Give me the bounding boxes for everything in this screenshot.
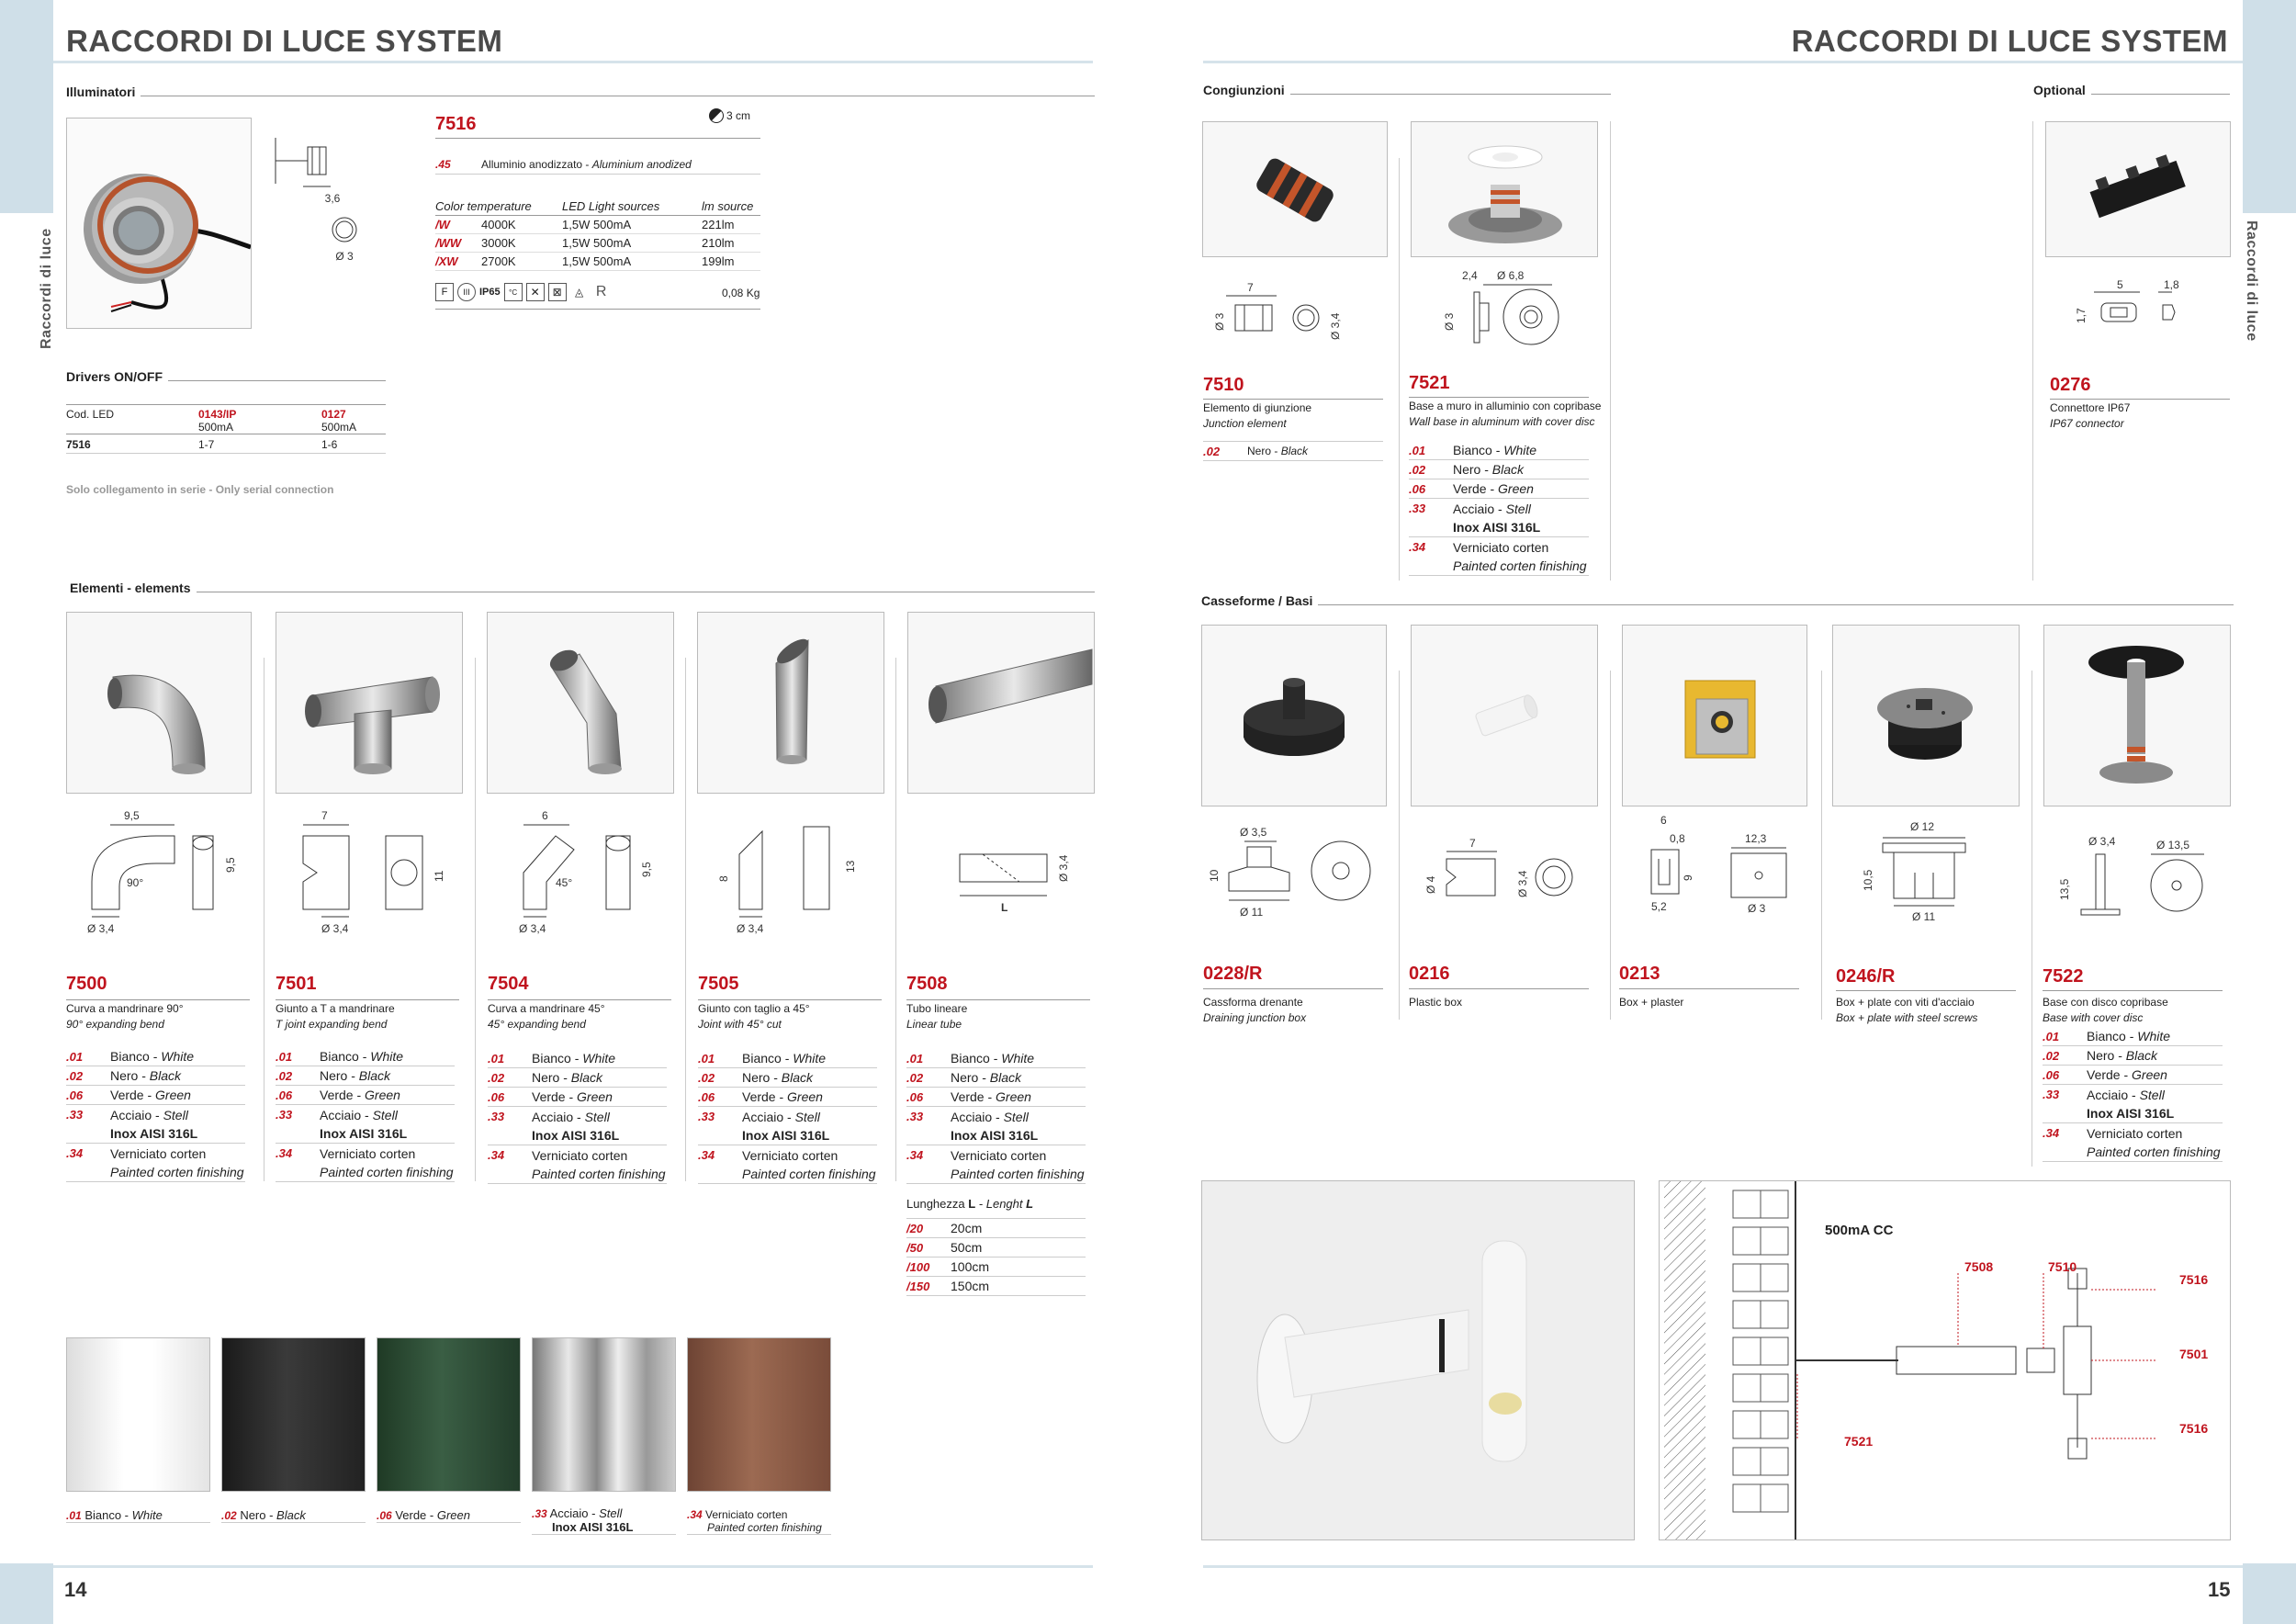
desc-7522: Base con disco copribase Base with cover disc [2043,996,2168,1024]
finish-row: Painted corten finishing [698,1165,877,1184]
product-image-7500 [66,612,252,794]
svg-text:13,5: 13,5 [2058,878,2071,900]
spec-row: /W 4000K 1,5W 500mA 221lm [435,216,760,234]
fixture-photo-icon [1202,1181,1635,1540]
finish-row: Inox AISI 316L [66,1124,245,1144]
section-casseforme: Casseforme / Basi [1201,593,2234,608]
svg-text:Ø 3,4: Ø 3,4 [1329,312,1342,340]
rule-0228R [1203,988,1383,989]
swatch-green [377,1337,521,1492]
finish-row: Painted corten finishing [66,1163,245,1182]
svg-text:10: 10 [1208,869,1221,882]
page-number-right: 15 [2208,1578,2231,1601]
finish-row: .01 Bianco - White [698,1049,877,1068]
svg-text:Ø 3: Ø 3 [1443,312,1456,331]
finish-row: Painted corten finishing [2043,1143,2223,1162]
section-congiunzioni: Congiunzioni [1203,83,1611,97]
code-7510: 7510 [1203,375,1244,395]
finish-row: Inox AISI 316L [698,1126,877,1145]
svg-text:Ø 3: Ø 3 [1213,312,1226,331]
left-footer-rule [53,1565,1093,1568]
svg-text:9: 9 [1682,874,1694,881]
finish-row: .33 Acciaio - Stell [1409,501,1531,516]
svg-text:11: 11 [433,870,445,882]
section-optional: Optional [2033,83,2230,97]
product-image-7510 [1202,121,1388,257]
rule-7521 [1409,397,1589,398]
svg-text:6: 6 [1660,814,1667,827]
rule-7516-bottom [435,309,760,310]
svg-text:Ø 3: Ø 3 [1748,902,1766,915]
finish-row: .06 Verde - Green [488,1088,667,1107]
product-image-0246R [1832,625,2020,806]
left-side-label: Raccordi di luce [39,228,54,349]
finish-row: .06 Verde - Green [2043,1066,2223,1085]
finish-row: .02 Nero - Black [1409,460,1589,479]
desc-0216: Plastic box [1409,996,1463,1009]
swatch-label-green: .06 Verde - Green [377,1508,521,1523]
finish-row: Inox AISI 316L [906,1126,1086,1145]
svg-text:1,7: 1,7 [2075,308,2088,323]
svg-text:Ø 3,4: Ø 3,4 [737,922,764,935]
svg-text:Ø 3,4: Ø 3,4 [1516,870,1529,897]
finish-row: .34 Verniciato corten [698,1147,838,1163]
spec-row: /WW 3000K 1,5W 500mA 210lm [435,234,760,253]
svg-text:5,2: 5,2 [1651,900,1667,913]
finish-row: Painted corten finishing [488,1165,667,1184]
col-sep [1399,671,1400,1020]
right-side-label: Raccordi di luce [2244,220,2259,342]
drawing-7501 [285,808,459,937]
finish-row: .02 Nero - Black [66,1066,245,1086]
finish-row: .34 Verniciato corten [1409,539,1549,555]
drawing-7522 [2048,827,2232,928]
svg-text:Ø 11: Ø 11 [1912,910,1936,923]
swatch-white [66,1337,210,1492]
length-row: /150 150cm [906,1277,1086,1296]
product-image-7505 [697,612,884,794]
drawing-7516 [266,133,386,271]
swatch-label-black: .02 Nero - Black [221,1508,366,1523]
finish-row: .02 Nero - Black [2043,1046,2223,1066]
desc-0246R: Box + plate con viti d'acciaio Box + plate with steel screws [1836,996,1978,1024]
svg-text:9,5: 9,5 [640,862,653,877]
col-sep [1610,671,1611,1020]
code-7501: 7501 [276,974,317,994]
finish-row: .02 Nero - Black [276,1066,455,1086]
col-sep [1399,158,1400,581]
left-corner-tab [0,0,53,213]
finish-row: Painted corten finishing [906,1165,1086,1184]
dim-7516-b: Ø 3 [335,250,354,263]
ip67-connector-icon [2046,122,2231,257]
svg-text:6: 6 [542,809,548,822]
left-footer-tab [0,1563,53,1624]
desc-7508: Tubo lineare Linear tube [906,1002,968,1031]
drawing-0216 [1414,831,1598,914]
drivers-table: Cod. LED 0143/IP 500mA 0127 500mA 7516 1-7 1-6 [66,404,386,454]
drawing-0246R [1846,818,2020,937]
svg-text:5: 5 [2117,278,2123,291]
svg-text:L: L [1001,901,1008,914]
product-image-7501 [276,612,463,794]
desc-7500: Curva a mandrinare 90° 90° expanding bend [66,1002,184,1031]
swatch-label-white: .01 Bianco - White [66,1508,210,1523]
plaster-box-icon [1623,626,1807,806]
led-spot-icon [67,118,252,329]
length-row: /20 20cm [906,1219,1086,1238]
col-sep [2032,121,2033,581]
weight-7516: 0,08 Kg [722,287,760,299]
t-joint-icon [276,613,463,794]
finish-row: .06 Verde - Green [276,1086,455,1105]
product-image-7504 [487,612,674,794]
svg-text:90°: 90° [127,876,144,889]
code-0246R: 0246/R [1836,966,1896,987]
drawing-0276 [2066,276,2232,340]
svg-text:Ø 3,4: Ø 3,4 [519,922,546,935]
beam-icon [709,108,724,123]
cut-45-joint-icon [698,613,884,794]
diagram-7516-top: 7516 [2179,1272,2209,1287]
wiring-diagram [1660,1181,2231,1540]
finish-row: .33 Acciaio - Stell [66,1107,188,1122]
finish-row: .34 Verniciato corten [906,1147,1047,1163]
product-image-0276 [2045,121,2231,257]
finish-row: Painted corten finishing [276,1163,455,1182]
spec-table-7516: Color temperature LED Light sources lm source /W 4000K 1,5W 500mA 221lm /WW 3000K 1,5W 500mA 210lm /XW 2700K 1,5W 500mA 199lm [435,199,760,271]
no-cover-icon: ✕ [526,283,545,301]
beam-badge: 3 cm [709,108,750,123]
diagram-7521: 7521 [1844,1434,1874,1449]
svg-text:9,5: 9,5 [124,809,140,822]
rule-0276 [2050,399,2230,400]
finish-row: .34 Verniciato corten [488,1147,628,1163]
right-page-title: RACCORDI DI LUCE SYSTEM [1791,24,2228,58]
finish-row: .34 Verniciato corten [66,1145,207,1161]
swatch-black [221,1337,366,1492]
linear-tube-icon [908,613,1095,794]
swatch-label-steel: .33 Acciaio - Stell Inox AISI 316L [532,1506,676,1535]
dim-7516-a: 3,6 [324,192,341,205]
rg-icon: ◬ [575,286,584,299]
col-sep [1821,671,1822,1020]
drawing-7521 [1433,266,1598,358]
diagram-7508: 7508 [1964,1259,1994,1274]
finish-list-7505 [698,1049,877,1184]
svg-text:8: 8 [717,875,730,882]
plastic-box-icon [1412,626,1598,806]
box-plate-icon [1833,626,2020,806]
diagram-7501: 7501 [2179,1347,2209,1361]
drawing-7508 [918,827,1093,928]
product-image-7516 [66,118,252,329]
svg-text:Ø 3,4: Ø 3,4 [2088,835,2116,848]
svg-text:Ø 6,8: Ø 6,8 [1497,269,1525,282]
finish-list-7508 [906,1049,1086,1184]
desc-0228R: Cassforma drenante Draining junction box [1203,996,1307,1024]
swatch-corten [687,1337,831,1492]
spec-row: /XW 2700K 1,5W 500mA 199lm [435,253,760,271]
rule-0213 [1619,988,1799,989]
left-title-rule [53,61,1093,63]
elbow-90-icon [67,613,252,794]
rule-7522 [2043,990,2223,991]
finish-row: .06 Verde - Green [906,1088,1086,1107]
svg-text:10,5: 10,5 [1862,869,1874,891]
f-mark-icon: F [435,283,454,301]
finish-row: .01 Bianco - White [488,1049,667,1068]
svg-text:Ø 3,4: Ø 3,4 [1057,854,1070,882]
rule-7505 [698,999,882,1000]
desc-7510: Elemento di giunzione Junction element [1203,401,1312,430]
finish-row: .02 Nero - Black [488,1068,667,1088]
code-7505: 7505 [698,974,739,994]
finish-row: .33 Acciaio - Stell [488,1109,610,1124]
svg-text:Ø 12: Ø 12 [1910,820,1935,833]
rule-7504 [488,999,671,1000]
finish-row: Inox AISI 316L [2043,1104,2223,1123]
drawing-7504 [496,808,670,937]
svg-text:0,8: 0,8 [1670,832,1685,845]
finish-row: .06 Verde - Green [698,1088,877,1107]
junction-element-icon [1203,122,1388,257]
recycle-icon: ⊠ [548,283,567,301]
code-7516: 7516 [435,114,477,134]
finish-row: .01 Bianco - White [2043,1027,2223,1046]
product-image-0216 [1411,625,1598,806]
drawing-7505 [707,808,882,937]
swatch-label-corten: .34 Verniciato corten Painted corten finishing [687,1508,831,1535]
svg-text:7: 7 [321,809,328,822]
svg-text:7: 7 [1469,837,1476,850]
drawing-0213 [1626,813,1809,923]
code-7521: 7521 [1409,373,1450,393]
finish-row: .06 Verde - Green [66,1086,245,1105]
finish-list-7522 [2043,1027,2223,1162]
product-image-7508 [907,612,1095,794]
right-footer-tab [2243,1563,2296,1624]
product-image-0213 [1622,625,1807,806]
finish-row: .02 Nero - Black [906,1068,1086,1088]
code-7504: 7504 [488,974,529,994]
svg-text:2,4: 2,4 [1462,269,1478,282]
finish-list-7510 [1203,441,1383,461]
rule-7501 [276,999,459,1000]
length-list [906,1218,1086,1296]
finish-row: .01 Bianco - White [276,1047,455,1066]
rule-7516 [435,138,760,139]
r-mark-icon: R [595,284,607,299]
certification-icons [435,283,611,301]
power-label: 500mA CC [1825,1223,1894,1238]
product-image-7521 [1411,121,1598,257]
diagram-7510: 7510 [2048,1259,2077,1274]
length-label: Lunghezza L - Lenght L [906,1197,1034,1211]
finish-list-7501 [276,1047,455,1182]
finish-row: .33 Acciaio - Stell [698,1109,820,1124]
diagram-7516-bottom: 7516 [2179,1421,2209,1436]
finish-row: .02 Nero - Black [1203,442,1383,461]
rule-0246R [1836,990,2016,991]
wall-base-icon [1412,122,1598,257]
desc-7501: Giunto a T a mandrinare T joint expanding bend [276,1002,395,1031]
finish-row: .01 Bianco - White [906,1049,1086,1068]
right-title-rule [1203,61,2243,63]
col-sep [895,658,896,1181]
base-disc-icon [2044,626,2231,806]
svg-text:1,8: 1,8 [2164,278,2179,291]
temp-icon: °C [504,283,523,301]
draining-box-icon [1202,626,1387,806]
class-icon: III [457,283,476,301]
col-sep [1610,121,1611,581]
rule-7508 [906,999,1090,1000]
section-elementi: Elementi - elements [70,581,1095,595]
finish-row: .34 Verniciato corten [276,1145,416,1161]
finish-row: Inox AISI 316L [276,1124,455,1144]
finish-row: .33 Acciaio - Stell [2043,1087,2165,1102]
elbow-45-icon [488,613,674,794]
svg-text:13: 13 [844,860,857,873]
code-7522: 7522 [2043,966,2084,987]
rule-7510 [1203,399,1383,400]
product-image-0228R [1201,625,1387,806]
page-number-left: 14 [64,1578,87,1601]
svg-text:Ø 3,4: Ø 3,4 [321,922,349,935]
finish-row: .06 Verde - Green [1409,479,1589,499]
rule-7500 [66,999,250,1000]
code-7508: 7508 [906,974,948,994]
svg-text:Ø 11: Ø 11 [1240,906,1264,919]
code-0216: 0216 [1409,964,1450,984]
finish-7516: .45 Alluminio anodizzato - Aluminium anodized [435,158,760,175]
code-0213: 0213 [1619,964,1660,984]
svg-text:45°: 45° [556,876,573,889]
svg-text:7: 7 [1247,281,1254,294]
finish-row: Inox AISI 316L [488,1126,667,1145]
code-0276: 0276 [2050,375,2091,395]
left-page-title: RACCORDI DI LUCE SYSTEM [66,24,503,58]
col-sep [685,658,686,1181]
section-drivers: Drivers ON/OFF [66,369,386,384]
desc-7521: Base a muro in alluminio con copribase Wall base in aluminum with cover disc [1409,400,1602,428]
finish-list-7504 [488,1049,667,1184]
code-0228R: 0228/R [1203,964,1263,984]
rule-0216 [1409,988,1589,989]
drawing-7510 [1203,276,1387,349]
drawing-0228R [1203,818,1387,937]
drivers-note: Solo collegamento in serie - Only serial connection [66,483,334,496]
svg-text:Ø 3,4: Ø 3,4 [87,922,115,935]
code-7500: 7500 [66,974,107,994]
svg-text:Ø 3,5: Ø 3,5 [1240,826,1267,839]
svg-text:Ø 13,5: Ø 13,5 [2156,839,2190,851]
svg-text:12,3: 12,3 [1745,832,1767,845]
desc-7505: Giunto con taglio a 45° Joint with 45° cut [698,1002,810,1031]
finish-row: .01 Bianco - White [66,1047,245,1066]
length-row: /50 50cm [906,1238,1086,1257]
ip-rating: IP65 [479,287,501,298]
finish-list-7500 [66,1047,245,1182]
installation-diagram [1659,1180,2231,1540]
finish-row: Painted corten finishing [1409,557,1589,576]
finish-row: .02 Nero - Black [698,1068,877,1088]
finish-row: .33 Acciaio - Stell [906,1109,1029,1124]
swatch-steel [532,1337,676,1492]
finish-row: Inox AISI 316L [1409,518,1589,537]
finish-list-7521 [1409,441,1589,576]
col-sep [475,658,476,1181]
installation-photo [1201,1180,1635,1540]
drawing-7500 [73,808,248,937]
svg-text:9,5: 9,5 [224,857,237,873]
svg-text:Ø 4: Ø 4 [1424,875,1437,894]
desc-0213: Box + plaster [1619,996,1684,1009]
finish-row: .34 Verniciato corten [2043,1125,2183,1141]
section-illuminatori: Illuminatori [66,85,1095,99]
right-footer-rule [1203,1565,2243,1568]
finish-row: .33 Acciaio - Stell [276,1107,398,1122]
finish-row: .01 Bianco - White [1409,441,1589,460]
right-corner-tab [2243,0,2296,213]
length-row: /100 100cm [906,1257,1086,1277]
desc-0276: Connettore IP67 IP67 connector [2050,401,2131,430]
desc-7504: Curva a mandrinare 45° 45° expanding bend [488,1002,605,1031]
product-image-7522 [2043,625,2231,806]
